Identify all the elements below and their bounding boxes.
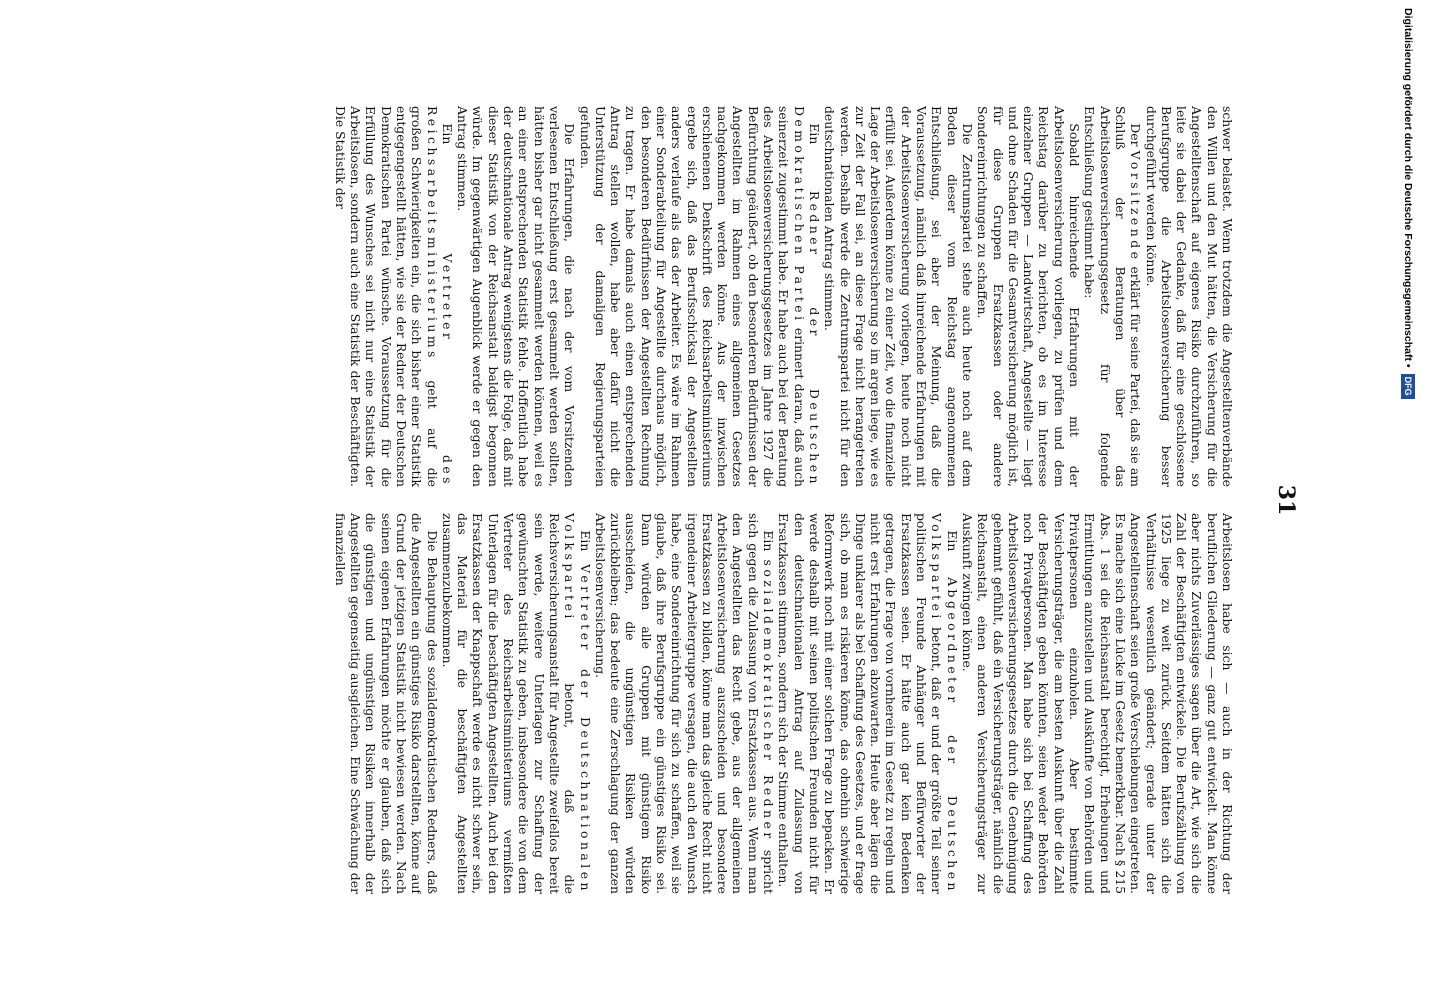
paragraph [455,106,577,487]
paragraph-lead: Ein [577,530,593,565]
paragraph [822,106,975,487]
paragraph-text: Die Zentrumspartei stehe auch heute noch auf dem Boden dieser vom Reichstag angenommenen Entschließung, sei aber der Meinung, daß die Voraussetzung, nämlich daß hinreichende Erfahrungen mit der Arbeitslosenversicherung vorliegen, heute noch nicht erfüllt sei. Außerdem könne zu einer Zeit, wo die finanzielle Lage der Arbeitslosenversicherung so im argen liege, wie es zur Zeit der Fall sei, an diese Frage nicht herangetreten werden. Deshalb werde die Zentrumspartei nicht für den deutschnationalen Antrag stimmen. [822,106,975,487]
paragraph-text: Die Erfahrungen, die nach der vom Vorsitzenden verlesenen Entschließung erst gesammelt werden sollten, hätten bisher gar nicht gesammelt werden können, weil es an einer entsprechenden Statistik fehle. Hoffentlich habe der deutschnationale Antrag wenigstens die Folge, daß mit dieser Statistik von der Reichsanstalt baldigst begonnen würde. Im gegenwärtigen Augenblick werde er gegen den Antrag stimmen. [455,106,578,487]
paragraph-text: spricht sich gegen die Zulassung von Ersatzkassen aus. Wenn man den Angestellten das Recht gebe, aus der allgemeinen Arbeitslosenversicherung auszuscheiden und besondere Ersatzkassen zu bilden, könne man das gleiche Recht nicht irgendeiner Arbeitergruppe versagen, die auch den Wunsch habe, eine Sondereinrichtung für sich zu schaffen, weil sie glaube, daß ihre Berufsgruppe ein günstiges Risiko sei. Dann würden alle Gruppen mit günstigem Risiko ausscheiden, die ungünstigen Risiken würden zurückbleiben; das bedeute eine Zerschlagung der ganzen Arbeitslosenversicherung. [592,513,777,894]
paragraph [1143,106,1235,487]
dfg-logo: DFG [1401,374,1415,399]
paragraph-text: erinnert daran, daß auch seinerzeit zugestimmt habe. Er habe auch bei der Beratung des Arbeitslosenversicherungsgesetzes im Jahre 1927 die Befürchtung geäußert, ob den besonderen Bedürfnissen der Angestellten im Rahmen eines allgemeinen Gesetzes nachgekommen werden könne. Aus der inzwischen erschienenen Denkschrift des Reichsarbeitsministeriums ergebe sich, daß das Berufsschicksal der Angestellten anders verlaufe als das der Arbeiter. Es wäre im Rahmen einer Sonderabteilung für Angestellte durchaus möglich, den besonderen Bedürfnissen der Angestellten Rechnung zu tragen. Er habe damals auch einen entsprechenden Antrag stellen wollen, habe aber dafür nicht die Unterstützung der damaligen Regierungsparteien gefunden. [577,106,807,487]
paragraph [332,106,454,487]
paragraph-text: Arbeitslosen habe sich — auch in der Richtung der beruflichen Gliederung — ganz gut entwickelt. Man könne aber nichts Zuverlässiges sagen über die Art, wie sich die Zahl der Beschäftigten entwickele. Die Berufszählung von 1925 liege zu weit zurück. Seitdem hätten sich die Verhältnisse wesentlich geändert; gerade unter der Angestelltenschaft seien große Verschiebungen eingetreten. Es mache sich eine Lücke im Gesetz bemerkbar. Nach § 215 Abs. 1 sei die Reichsanstalt berechtigt, Erhebungen und Ermittlungen anzustellen und Auskünfte von Behörden und Privatpersonen einzuholen. Aber bestimmte Versicherungsträger, die am besten Auskunft über die Zahl der Beschäftigten geben könnten, seien weder Behörden noch Privatpersonen. Man habe sich bei Schaffung des Arbeitslosenversicherungsgesetzes durch die Genehmigung gehemmt gefühlt, daß ein Versicherungsträger, nämlich die Reichsanstalt, einen anderen Versicherungsträger zur Auskunft zwingen könne. [959,513,1235,894]
paragraph-text: betont, daß die Reichsversicherungsanstalt für Angestellte zweifellos bereit sein werde, weitere Unterlagen zur Schaffung der gewünschten Statistik zu geben, insbesondere die von dem Vertreter des Reichsarbeitsministeriums vermißten Unterlagen für die beschäftigten Angestellten. Auch bei den Ersatzkassen der Knappschaft werde es nicht schwer sein, das Material für die beschäftigten Angestellten zusammenzubekommen. [439,513,578,894]
paragraph-lead: Ein [806,123,822,191]
paragraph-text: erklärt für seine Partei, daß sie am Schluß der Beratungen über das Arbeitslosenversicherungsgesetz für folgende Entschließung gestimmt habe: [1082,106,1144,487]
column-right [147,513,1235,894]
paragraph [960,513,1235,894]
paragraph-text: Sobald hinreichende Erfahrungen mit der Arbeitslosenversicherung vorliegen, zu prüfen und dem Reichstag darüber zu berichten, ob es im Interesse einzelner Gruppen — Landwirtschaft, Angestellte — liegt und ohne Schaden für die Gesamtversicherung möglich ist, für diese Gruppen Ersatzkassen oder andere Sondereinrichtungen zu schaffen. [975,106,1083,487]
spaced-speaker: Vertreter des Reichsarbeitsministeriums [424,106,455,487]
paragraph [975,106,1082,487]
page-number: 31 [1273,484,1299,516]
paragraph-text: schwer belastet. Wenn trotzdem die Angestelltenverbände den Willen und den Mut hätten, die Versicherung für die Angestelltenschaft auf eigenes Risiko durchzuführen, so leite sie dabei der Gedanke, daß für eine geschlossene Berufsgruppe die Arbeitslosenversicherung besser durchgeführt werden könne. [1143,106,1235,487]
paragraph-lead: Der [1128,123,1144,151]
paragraph-text: betont, daß er und der größte Teil seiner politischen Freunde Anhänger und Befürworter der Ersatzkassen seien. Er hätte auch gar kein Bedenken getragen, die Frage von vornherein im Gesetz zu regeln und nicht erst Erfahrungen abzuwarten. Heute aber lägen die Dinge unklarer als bei Schaffung des Gesetzes, und er frage sich, ob man es riskieren könne, das ohnehin schwierige Reformwerk noch mit einer solchen Frage zu bepacken. Er werde deshalb mit seinen politischen Freunden nicht für den deutschnationalen Antrag auf Zulassung von Ersatzkassen stimmen, sondern sich der Stimme enthalten. [776,513,945,894]
paragraph-text: Die Behauptung des sozialdemokratischen Redners, daß die Angestellten ein günstiges Risiko darstellten, könne auf Grund der jetzigen Statistik nicht bewiesen werden. Nach seinen eigenen Erfahrungen möchte er glauben, daß sich die günstigen und ungünstigen Risiken innerhalb der Angestellten gegenseitig ausgleichen. Eine Schwächung der finanziellen [332,513,440,894]
paragraph [332,513,439,894]
rotated-document [117,80,1317,920]
spaced-speaker: Vorsitzende [1128,150,1144,263]
paragraph [1082,106,1143,487]
paragraph-lead: Ein [944,530,960,578]
paragraph [440,513,593,894]
spaced-speaker: Redner der Deutschen Demokratischen Partei [791,106,822,487]
paragraph [593,513,777,894]
column-left [147,106,1235,487]
paragraph-lead: Ein [439,123,455,254]
paragraph-lead: Ein [761,530,777,560]
digitization-credit [1402,8,1426,992]
paragraph-text: geht auf die großen Schwierigkeiten ein, die sich bisher einer Statistik entgegengestellt hätten, wie sie der Redner der Deutschen Demokratischen Partei wünsche. Voraussetzung für die Erfüllung des Wunsches sei nicht nur eine Statistik der Arbeitslosen, sondern auch eine Statistik der Beschäftigten. Die Statistik der [332,106,440,487]
paragraph [776,513,960,894]
spaced-speaker: Vertreter der Deutschnationalen Volkspartei [562,513,593,894]
credit-text: Digitalisierung gefördert durch die Deutsche Forschungsgemeinschaft • [1402,8,1414,368]
spaced-speaker: Abgeordneter der Deutschen Volkspartei [929,513,960,894]
paragraph [577,106,822,487]
text-columns [147,106,1235,894]
spaced-speaker: sozialdemokratischer Redner [761,559,777,842]
